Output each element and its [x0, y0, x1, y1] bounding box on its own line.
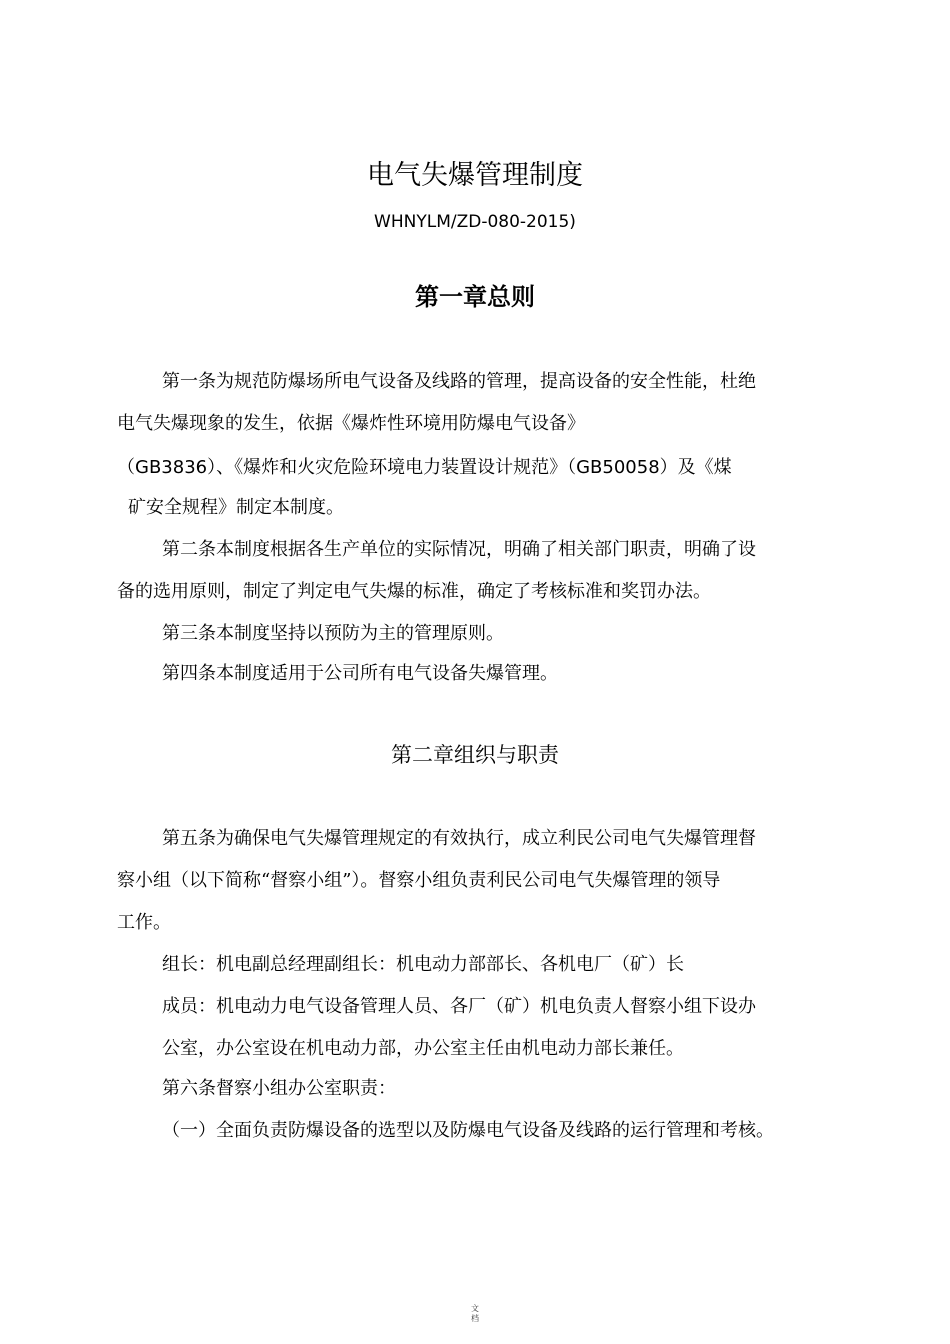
paragraph-line: 第五条为确保电气失爆管理规定的有效执行，成立利民公司电气失爆管理督 — [162, 828, 756, 849]
paragraph-line: 矿安全规程》制定本制度。 — [128, 497, 344, 518]
chapter2-heading: 第二章组织与职责 — [391, 743, 559, 767]
paragraph-line: 第四条本制度适用于公司所有电气设备失爆管理。 — [162, 663, 558, 684]
footer-line: 文 — [471, 1304, 479, 1313]
paragraph-line: 工作。 — [117, 912, 171, 933]
paragraph-line: 第六条督察小组办公室职责： — [162, 1078, 396, 1099]
footer-line: 档 — [471, 1314, 479, 1323]
paragraph-line: 电气失爆现象的发生，依据《爆炸性环境用防爆电气设备》 — [117, 413, 585, 434]
paragraph-line: （GB3836）、《爆炸和火灾危险环境电力装置设计规范》（GB50058）及《煤 — [117, 457, 732, 478]
paragraph-line: （一）全面负责防爆设备的选型以及防爆电气设备及线路的运行管理和考核。 — [162, 1120, 774, 1141]
page-footer — [0, 1304, 950, 1324]
paragraph-line: 公室，办公室设在机电动力部，办公室主任由机电动力部长兼任。 — [162, 1038, 684, 1059]
paragraph-line: 察小组（以下简称“督察小组”）。督察小组负责利民公司电气失爆管理的领导 — [117, 870, 721, 891]
paragraph-line: 组长：机电副总经理副组长：机电动力部部长、各机电厂（矿）长 — [162, 954, 684, 975]
paragraph-line: 第三条本制度坚持以预防为主的管理原则。 — [162, 623, 504, 644]
paragraph-line: 备的选用原则，制定了判定电气失爆的标准，确定了考核标准和奖罚办法。 — [117, 581, 711, 602]
document-code: WHNYLM/ZD-080-2015) — [374, 212, 576, 232]
chapter1-heading: 第一章总则 — [415, 283, 535, 311]
paragraph-line: 第二条本制度根据各生产单位的实际情况，明确了相关部门职责，明确了设 — [162, 539, 756, 560]
paragraph-line: 成员：机电动力电气设备管理人员、各厂（矿）机电负责人督察小组下设办 — [162, 996, 756, 1017]
paragraph-line: 第一条为规范防爆场所电气设备及线路的管理，提高设备的安全性能，杜绝 — [162, 371, 756, 392]
document-title: 电气失爆管理制度 — [367, 160, 583, 191]
